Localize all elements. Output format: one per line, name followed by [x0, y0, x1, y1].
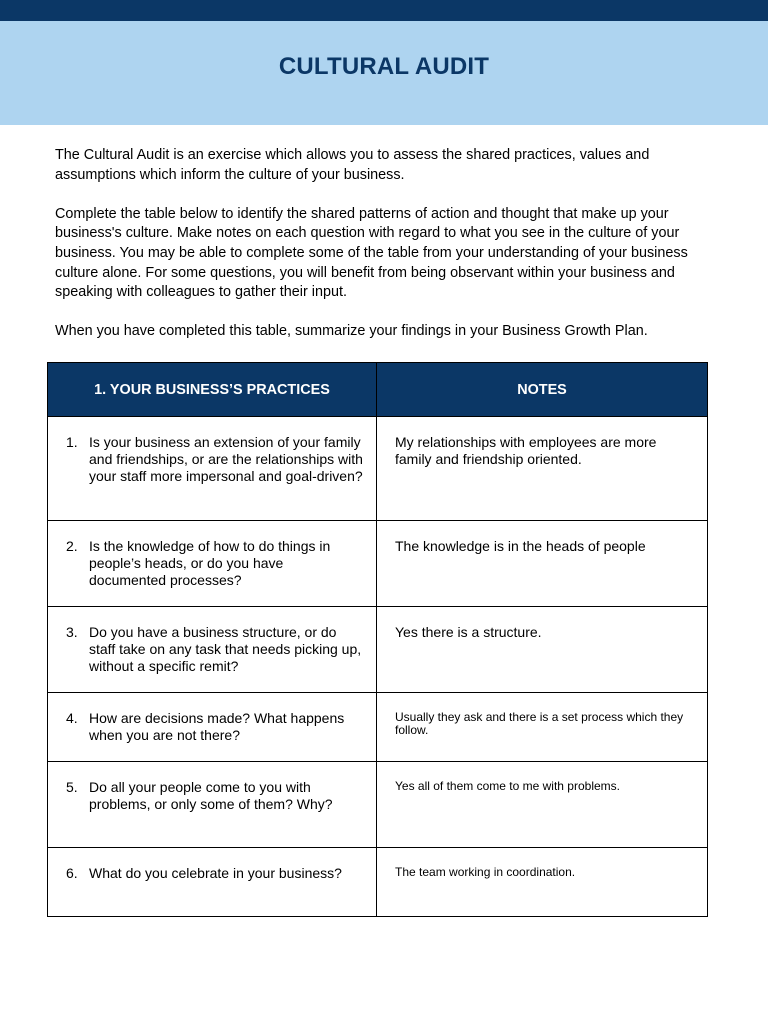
question-cell: [48, 848, 377, 917]
notes-cell[interactable]: Yes there is a structure.: [377, 607, 708, 693]
cultural-audit-table: [47, 362, 708, 917]
notes-cell[interactable]: Usually they ask and there is a set process which they follow.: [377, 693, 708, 762]
intro-paragraph: Complete the table below to identify the shared patterns of action and thought that make up your business's culture. Make notes on each question with regard to what you see in the culture of your business. You may be able to complete some of the table from your understanding of your business culture alone. For some questions, you will benefit from being observant within your business and speaking with colleagues to gather their input.: [55, 205, 688, 301]
question-cell: [48, 693, 377, 762]
question-number: 3.: [66, 624, 78, 640]
table-header-row: [48, 363, 708, 417]
question-cell: [48, 607, 377, 693]
question-cell: [48, 521, 377, 607]
intro-text: [55, 146, 715, 362]
question-number: 4.: [66, 710, 78, 726]
top-accent-bar: [0, 0, 768, 21]
page-title: CULTURAL AUDIT: [278, 53, 490, 80]
question-number: 2.: [66, 538, 78, 554]
table-row: [48, 607, 708, 693]
question-text: What do you celebrate in your business?: [89, 865, 342, 881]
notes-cell[interactable]: Yes all of them come to me with problems.: [377, 762, 708, 848]
table-row: [48, 848, 708, 917]
notes-cell[interactable]: The knowledge is in the heads of people: [377, 521, 708, 607]
notes-cell[interactable]: My relationships with employees are more family and friendship oriented.: [377, 417, 708, 521]
table-row: [48, 762, 708, 848]
intro-paragraph: When you have completed this table, summarize your findings in your Business Growth Plan.: [55, 323, 648, 340]
question-cell: [48, 417, 377, 521]
question-text: Is your business an extension of your family and friendships, or are the relationships with your staff more impersonal and goal-driven?: [89, 434, 363, 484]
notes-cell[interactable]: The team working in coordination.: [377, 848, 708, 917]
column-header-notes: NOTES: [377, 363, 708, 417]
table-row: [48, 521, 708, 607]
question-text: Is the knowledge of how to do things in people’s heads, or do you have documented processes?: [89, 538, 331, 588]
question-number: 1.: [66, 434, 78, 450]
table-row: [48, 417, 708, 521]
question-number: 6.: [66, 865, 78, 881]
table-row: [48, 693, 708, 762]
question-text: How are decisions made? What happens when you are not there?: [89, 710, 345, 743]
column-header-practices: 1. YOUR BUSINESS’S PRACTICES: [48, 363, 377, 417]
question-cell: [48, 762, 377, 848]
intro-paragraph: The Cultural Audit is an exercise which allows you to assess the shared practices, values and assumptions which inform the culture of your business.: [55, 147, 650, 183]
question-text: Do you have a business structure, or do staff take on any task that needs picking up, without a specific remit?: [89, 624, 362, 674]
question-text: Do all your people come to you with problems, or only some of them? Why?: [89, 779, 333, 812]
question-number: 5.: [66, 779, 78, 795]
